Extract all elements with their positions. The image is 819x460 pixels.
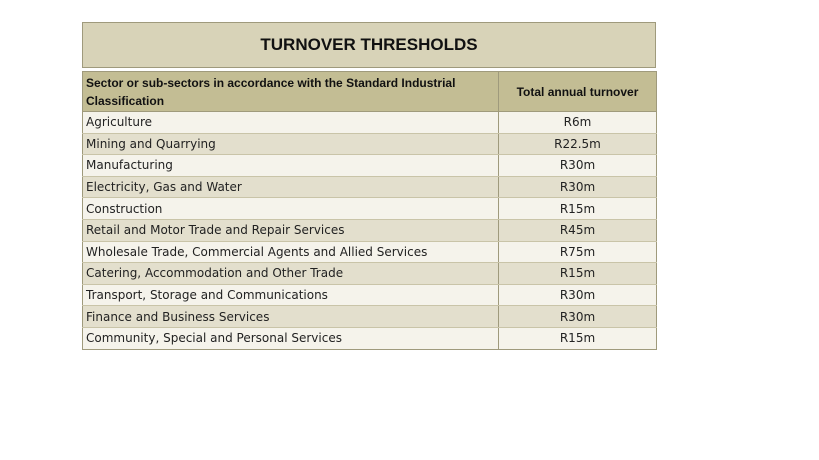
sector-cell: Agriculture: [83, 112, 499, 134]
sector-cell: Manufacturing: [83, 155, 499, 177]
table-header-row: [83, 72, 657, 112]
table-row: [83, 133, 657, 155]
turnover-cell: R22.5m: [499, 133, 657, 155]
turnover-cell: R30m: [499, 284, 657, 306]
sector-cell: Retail and Motor Trade and Repair Services: [83, 219, 499, 241]
turnover-cell: R15m: [499, 327, 657, 349]
table-row: [83, 155, 657, 177]
sector-cell: Mining and Quarrying: [83, 133, 499, 155]
table-row: [83, 284, 657, 306]
turnover-table: [82, 71, 657, 350]
table-row: [83, 112, 657, 134]
turnover-cell: R45m: [499, 219, 657, 241]
table-row: [83, 327, 657, 349]
sector-cell: Finance and Business Services: [83, 306, 499, 328]
turnover-cell: R6m: [499, 112, 657, 134]
sector-cell: Electricity, Gas and Water: [83, 176, 499, 198]
table-row: [83, 176, 657, 198]
table-row: [83, 263, 657, 285]
table-row: [83, 198, 657, 220]
table-row: [83, 219, 657, 241]
sector-cell: Construction: [83, 198, 499, 220]
turnover-cell: R75m: [499, 241, 657, 263]
sector-cell: Transport, Storage and Communications: [83, 284, 499, 306]
table-title: TURNOVER THRESHOLDS: [82, 22, 656, 68]
table-row: [83, 241, 657, 263]
sector-column-header: Sector or sub-sectors in accordance with the Standard Industrial Classification: [83, 72, 499, 112]
table-row: [83, 306, 657, 328]
sector-cell: Catering, Accommodation and Other Trade: [83, 263, 499, 285]
turnover-thresholds-sheet: [82, 22, 656, 350]
sector-cell: Wholesale Trade, Commercial Agents and Allied Services: [83, 241, 499, 263]
sector-cell: Community, Special and Personal Services: [83, 327, 499, 349]
turnover-cell: R30m: [499, 176, 657, 198]
turnover-cell: R30m: [499, 155, 657, 177]
turnover-cell: R15m: [499, 198, 657, 220]
turnover-column-header: Total annual turnover: [499, 72, 657, 112]
turnover-cell: R15m: [499, 263, 657, 285]
turnover-cell: R30m: [499, 306, 657, 328]
